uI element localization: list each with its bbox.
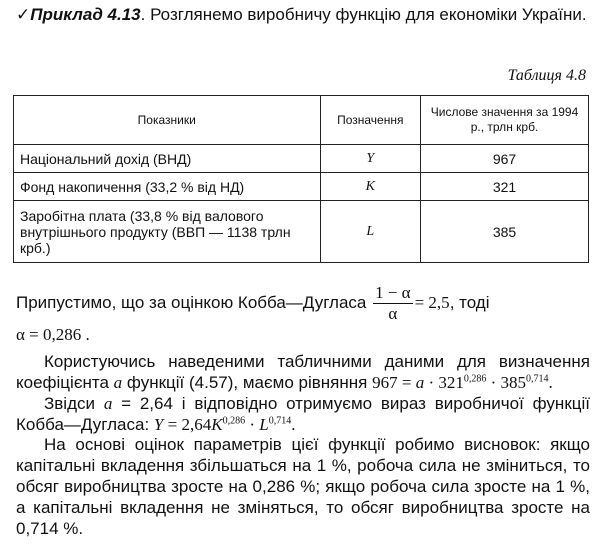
alpha-fraction <box>373 283 413 324</box>
row-value: 967 <box>421 145 589 173</box>
equation-end: . <box>548 373 553 392</box>
equation-k-term: · 321 <box>428 373 464 392</box>
pf-k: K <box>211 415 223 434</box>
equation-left: 967 = <box>372 373 412 392</box>
pf-l-exponent: 0,714 <box>268 415 292 427</box>
header-symbol: Позначення <box>320 96 421 145</box>
table-row <box>14 201 589 263</box>
pf-a-symbol: a <box>103 394 113 413</box>
pf-end: . <box>291 415 296 434</box>
coefficient-text: Користуючись наведеними табличними даними для визначення коефіцієнта <box>16 352 590 392</box>
header-value: Числове значення за 1994 р., трлн крб. <box>421 96 589 145</box>
example-label: Приклад 4.13 <box>30 5 141 24</box>
alpha-value: α = 0,286 . <box>16 325 90 344</box>
pf-text: Звідси <box>44 394 95 413</box>
row-indicator: Фонд накопичення (33,2 % від НД) <box>14 173 321 201</box>
fraction-value: = 2,5 <box>414 292 450 312</box>
production-function <box>154 415 296 434</box>
row-indicator: Національний дохід (ВНД) <box>14 145 321 173</box>
table-header-row <box>14 96 589 145</box>
equation-l-exponent: 0,714 <box>526 373 549 385</box>
row-symbol: Y <box>320 145 421 173</box>
paragraph-coefficient <box>16 351 590 393</box>
paragraph-conclusion: На основі оцінок параметрів цієї функції робимо висновок: якщо капітальні вкладення збільшаться на 1 %, робоча сила не зміниться, то обсяг виробництва зросте на 0,286 %; якщо робоча сила зросте на 1 %, а капітальні вкладення не зміняться, то обсяг виробництва зросте на 0,714 %. <box>16 435 590 538</box>
row-value: 385 <box>421 201 589 263</box>
equation-l-term: · 385 <box>490 373 527 392</box>
header-indicator: Показники <box>14 96 321 145</box>
paragraph-production-function <box>16 393 590 435</box>
pf-text-2: = 2,64 і відповідно отримуємо вираз виробничої функції Кобба—Дугласа: <box>16 394 590 434</box>
paragraph-assumption <box>16 283 590 345</box>
checkmark-icon: ✓ <box>16 5 31 24</box>
row-value: 321 <box>421 173 589 201</box>
equation-a: a <box>415 373 425 392</box>
table-caption: Таблиця 4.8 <box>507 67 586 84</box>
data-table <box>13 95 589 263</box>
fraction-denominator: α <box>388 304 398 323</box>
coefficient-symbol: a <box>113 373 123 392</box>
pf-y: Y <box>153 415 164 434</box>
example-intro <box>16 4 590 26</box>
row-symbol: L <box>320 201 421 263</box>
intro-text: . Розглянемо виробничу функцію для економіки України. <box>140 5 587 24</box>
coefficient-text-2: функції (4.57), маємо рівняння <box>126 373 368 392</box>
assumption-text: Припустимо, що за оцінкою Кобба—Дугласа <box>16 292 367 312</box>
pf-l: L <box>259 415 269 434</box>
table-row <box>14 145 589 173</box>
table-row <box>14 173 589 201</box>
pf-k-exponent: 0,286 <box>222 415 246 427</box>
pf-dot: · <box>249 415 255 434</box>
fraction-numerator: 1 − α <box>375 283 411 302</box>
row-symbol: K <box>320 173 421 201</box>
equation-k-exponent: 0,286 <box>463 373 487 385</box>
row-indicator: Заробітна плата (33,8 % від валового внутрішнього продукту (ВВП — 1138 трлн крб.) <box>14 201 321 263</box>
assumption-tail: , тоді <box>449 292 490 312</box>
equation <box>372 373 553 392</box>
pf-coefficient: = 2,64 <box>167 415 212 434</box>
